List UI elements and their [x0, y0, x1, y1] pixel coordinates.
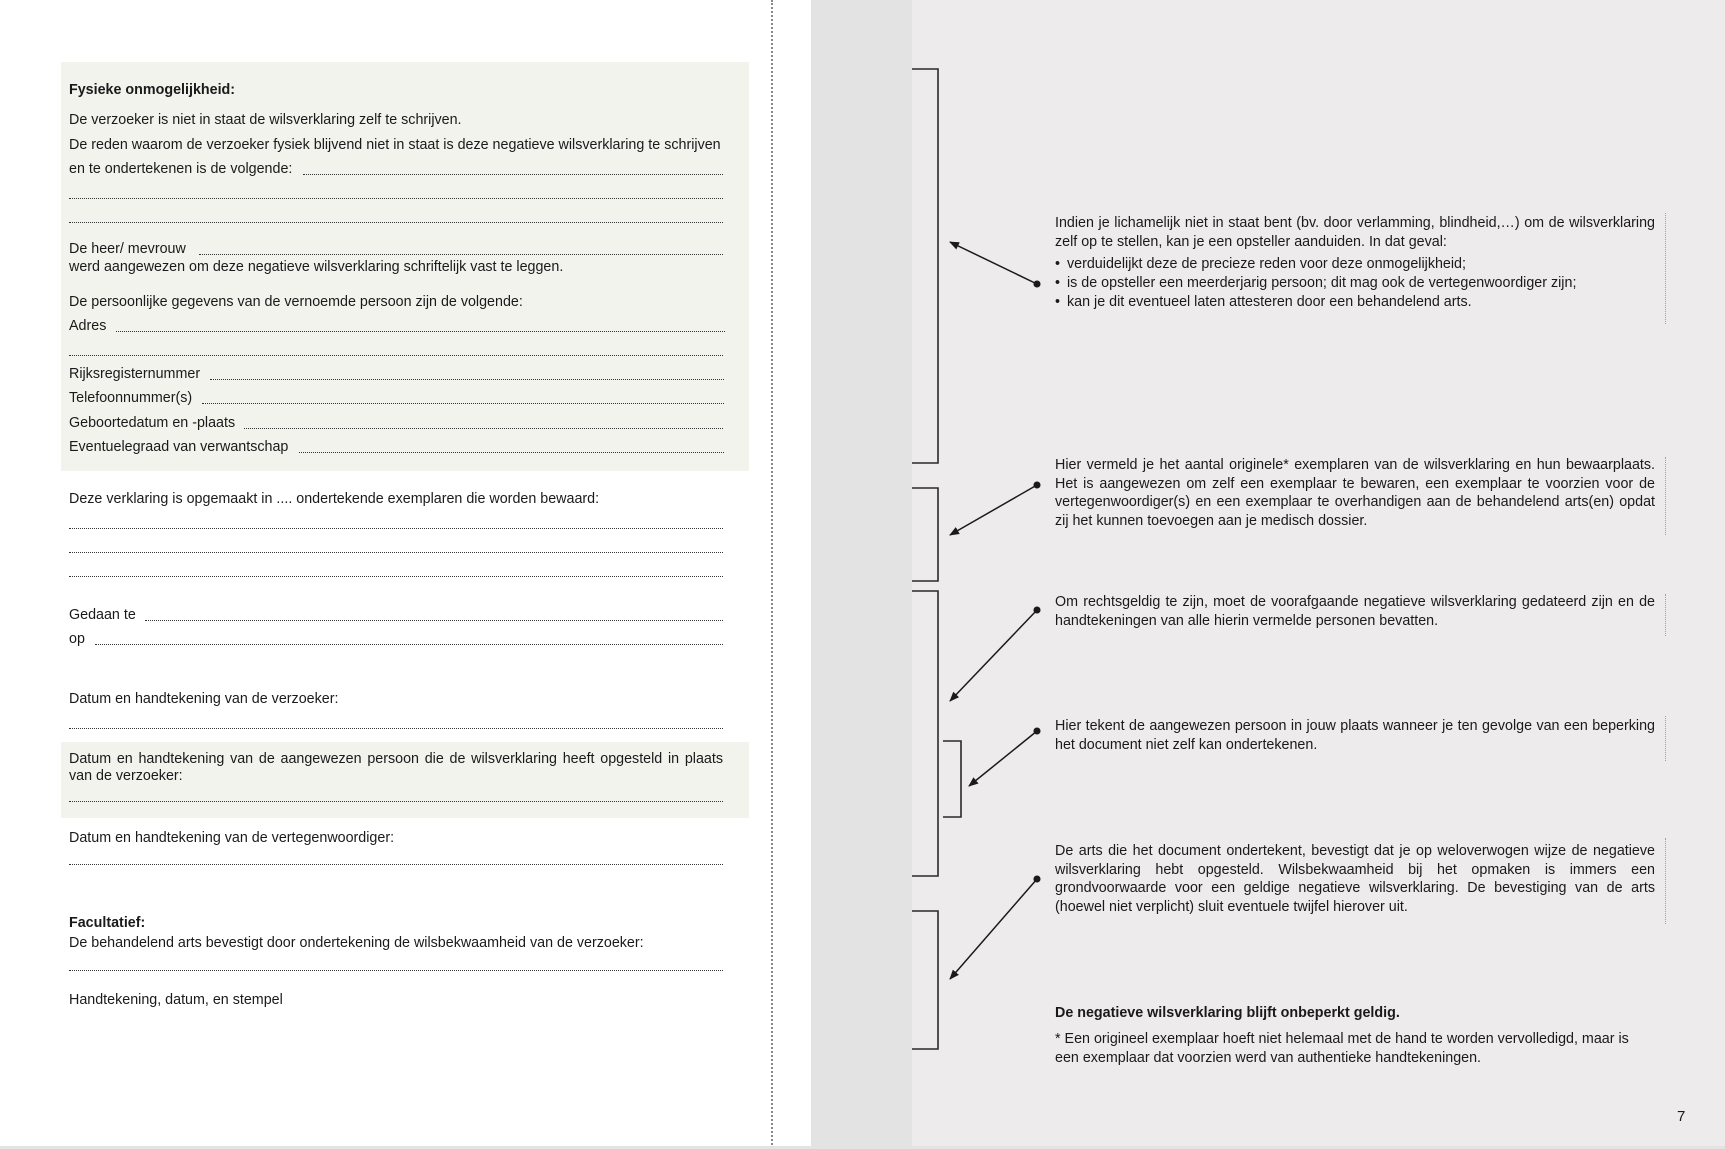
personal-data-intro: De persoonlijke gegevens van de vernoemde persoon zijn de volgende:: [69, 294, 523, 310]
note-2-text: Hier vermeld je het aantal originele* exemplaren van de wilsverklaring en hun bewaarplaats. Het is aangewezen om zelf een exemplaar te bewaren, een exemplaar te voorzien voor de vertegenwoordiger(s) en een exemplaar te overhandigen aan de behandelend arts(en) opdat zij het kunnen toevoegen aan je medisch dossier.: [1055, 457, 1655, 530]
optional-title: Facultatief:: [69, 915, 146, 931]
designee-line-2: werd aangewezen om deze negatieve wilsverklaring schriftelijk vast te leggen.: [69, 259, 564, 275]
kinship-label: Eventuelegraad van verwantschap: [69, 439, 289, 455]
note-1-bullets: [1055, 255, 1655, 311]
note-4-accent-line: [1665, 716, 1666, 761]
validity-title: De negatieve wilsverklaring blijft onbeperkt geldig.: [1055, 1005, 1400, 1021]
note-copies: [1055, 456, 1655, 531]
note-physical-impossibility: [1055, 214, 1655, 312]
bracket-optional: [912, 911, 938, 1049]
page-number: 7: [1677, 1108, 1686, 1125]
requester-signature-label: Datum en handtekening van de verzoeker:: [69, 691, 339, 707]
note-designee-signature: [1055, 717, 1655, 754]
reason-line-1: De reden waarom de verzoeker fysiek blijvend niet in staat is deze negatieve wilsverklaring te schrijven: [69, 137, 721, 153]
birth-label: Geboortedatum en -plaats: [69, 415, 236, 431]
bracket-copies: [912, 488, 938, 581]
done-at-label: Gedaan te: [69, 607, 136, 623]
copies-line: Deze verklaring is opgemaakt in .... ondertekende exemplaren die worden bewaard:: [69, 491, 600, 507]
note-4-text: Hier tekent de aangewezen persoon in jouw plaats wanneer je ten gevolge van een beperking het document niet zelf kan ondertekenen.: [1055, 718, 1655, 753]
intro-line: De verzoeker is niet in staat de wilsverklaring zelf te schrijven.: [69, 112, 462, 128]
arrow-note-2: [950, 485, 1037, 535]
note-3-accent-line: [1665, 594, 1666, 636]
note-2-accent-line: [1665, 457, 1666, 535]
arrow-dot-1: [1034, 281, 1040, 287]
arrow-dot-3: [1034, 607, 1040, 613]
note-1-bullet: • is de opsteller een meerderjarig persoon; dit mag ook de vertegenwoordiger zijn;: [1055, 274, 1655, 293]
note-doctor: [1055, 842, 1655, 917]
arrow-note-4: [969, 731, 1037, 786]
national-register-label: Rijksregisternummer: [69, 366, 201, 382]
stamp-label: Handtekening, datum, en stempel: [69, 992, 283, 1008]
on-label: op: [69, 631, 85, 647]
section-title: Fysieke onmogelijkheid:: [69, 82, 236, 98]
designee-signature-label: Datum en handtekening van de aangewezen persoon die de wilsverklaring heeft opgesteld in plaats van de verzoeker:: [69, 751, 723, 784]
note-validity: [1055, 593, 1655, 630]
arrow-note-5: [950, 879, 1037, 979]
phone-label: Telefoonnummer(s): [69, 390, 193, 406]
arrow-dot-5: [1034, 876, 1040, 882]
bracket-designee-signature: [943, 741, 961, 817]
note-5-accent-line: [1665, 838, 1666, 924]
bracket-physical-impossibility: [912, 69, 938, 463]
arrow-note-1: [950, 242, 1037, 284]
representative-signature-label: Datum en handtekening van de vertegenwoordiger:: [69, 830, 395, 846]
arrow-dot-4: [1034, 728, 1040, 734]
optional-text: De behandelend arts bevestigt door ondertekening de wilsbekwaamheid van de verzoeker:: [69, 935, 644, 951]
reason-line-2: en te ondertekenen is de volgende:: [69, 161, 293, 177]
note-3-text: Om rechtsgeldig te zijn, moet de voorafgaande negatieve wilsverklaring gedateerd zijn en de handtekeningen van alle hierin vermelde personen bevatten.: [1055, 594, 1655, 629]
note-1-text: Indien je lichamelijk niet in staat bent (bv. door verlamming, blindheid,…) om de wilsverklaring zelf op te stellen, kan je een opsteller aanduiden. In dat geval:: [1055, 215, 1655, 250]
designee-label: De heer/ mevrouw: [69, 241, 186, 257]
note-1-accent-line: [1665, 213, 1666, 324]
arrow-dot-2: [1034, 482, 1040, 488]
note-1-bullet: • verduidelijkt deze de precieze reden voor deze onmogelijkheid;: [1055, 255, 1655, 274]
note-5-text: De arts die het document ondertekent, bevestigt dat je op weloverwogen wijze de negatieve wilsverklaring hebt opgesteld. Wilsbekwaamheid bij het opmaken is immers een grondvoorwaarde voor een geldige negatieve wilsverklaring. De bevestiging van de arts (hoewel niet verplicht) sluit eventuele twijfel hierover uit.: [1055, 843, 1655, 916]
note-1-bullet: • kan je dit eventueel laten attesteren door een behandelend arts.: [1055, 293, 1655, 312]
arrow-note-3: [950, 610, 1037, 701]
address-label: Adres: [69, 318, 107, 334]
bracket-signatures: [912, 591, 938, 876]
footnote: * Een origineel exemplaar hoeft niet helemaal met de hand te worden vervolledigd, maar is een exemplaar dat voorzien werd van authentieke handtekeningen.: [1055, 1031, 1629, 1066]
